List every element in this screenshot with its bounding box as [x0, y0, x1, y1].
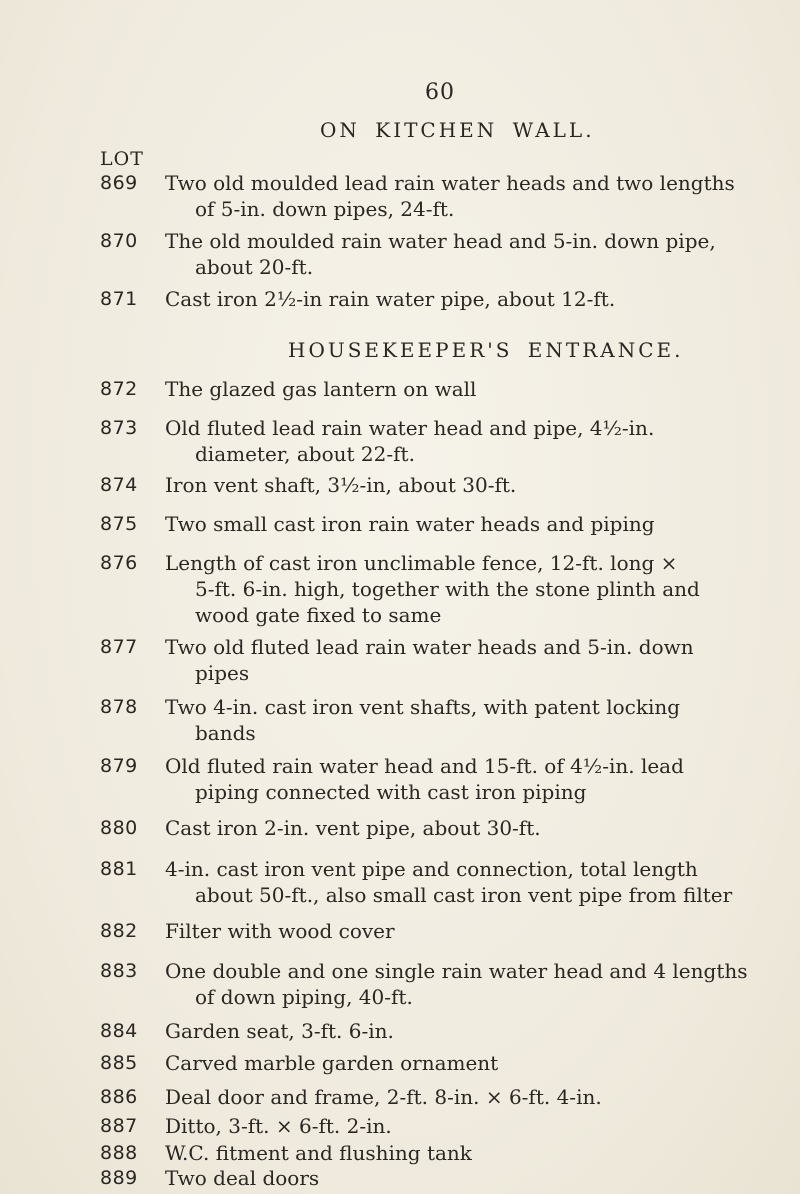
lot-description-line: Old fluted lead rain water head and pipe, 4½-in. — [165, 416, 655, 440]
lot-description — [165, 1113, 780, 1139]
lot-number: 884 — [100, 1020, 138, 1042]
lot-entry — [100, 815, 780, 841]
lot-description — [165, 415, 780, 467]
lot-description-line: piping connected with cast iron piping — [195, 780, 587, 804]
lot-description — [165, 1140, 780, 1166]
lot-description-line: Two old moulded lead rain water heads and two lengths — [165, 171, 735, 195]
lot-entry — [100, 511, 780, 537]
lot-entry — [100, 1018, 780, 1044]
lot-number: 871 — [100, 288, 138, 310]
lot-description-line: Garden seat, 3-ft. 6-in. — [165, 1019, 394, 1043]
lot-entry — [100, 1113, 780, 1139]
lot-description-line: Iron vent shaft, 3½-in, about 30-ft. — [165, 473, 517, 497]
lot-number: 880 — [100, 817, 138, 839]
lot-entry — [100, 694, 780, 746]
lot-entry — [100, 634, 780, 686]
lot-description — [165, 472, 780, 498]
lot-number: 882 — [100, 920, 138, 942]
lot-description — [165, 753, 780, 805]
lot-description-line: Length of cast iron unclimable fence, 12-ft. long × — [165, 551, 678, 575]
lot-description — [165, 918, 780, 944]
lot-description — [165, 1084, 780, 1110]
lot-entry — [100, 376, 780, 402]
lot-description — [165, 511, 780, 537]
lot-description-line: Two 4-in. cast iron vent shafts, with patent locking — [165, 695, 681, 719]
lot-description — [165, 228, 780, 280]
lot-description-line: Carved marble garden ornament — [165, 1051, 499, 1075]
lot-number: 873 — [100, 417, 138, 439]
lot-entry — [100, 958, 780, 1010]
lot-description-line: Filter with wood cover — [165, 919, 395, 943]
lot-entry — [100, 753, 780, 805]
lot-description-line: Deal door and frame, 2-ft. 8-in. × 6-ft. 4-in. — [165, 1085, 602, 1109]
lot-description-line: The old moulded rain water head and 5-in. down pipe, — [165, 229, 716, 253]
lot-description-line: 4-in. cast iron vent pipe and connection, total length — [165, 857, 698, 881]
lot-number: 885 — [100, 1052, 138, 1074]
lot-number: 887 — [100, 1115, 138, 1137]
page-number: 60 — [425, 80, 455, 105]
lot-description-line: The glazed gas lantern on wall — [165, 377, 477, 401]
lot-description-line: Ditto, 3-ft. × 6-ft. 2-in. — [165, 1114, 392, 1138]
lot-description-line: of down piping, 40-ft. — [195, 985, 413, 1009]
lot-description — [165, 1165, 780, 1191]
lot-description-line: of 5-in. down pipes, 24-ft. — [195, 197, 455, 221]
lot-description-line: 5-ft. 6-in. high, together with the stone plinth and — [195, 577, 700, 601]
lot-description — [165, 856, 780, 908]
lot-description — [165, 1050, 780, 1076]
lot-description-line: One double and one single rain water head and 4 lengths — [165, 959, 748, 983]
lot-description-line: Cast iron 2½-in rain water pipe, about 12-ft. — [165, 287, 616, 311]
lot-number: 874 — [100, 474, 138, 496]
lot-number: 877 — [100, 636, 138, 658]
lot-description-line: W.C. fitment and flushing tank — [165, 1141, 472, 1165]
lot-number: 878 — [100, 696, 138, 718]
lot-description — [165, 694, 780, 746]
lot-description-line: Old fluted rain water head and 15-ft. of 4½-in. lead — [165, 754, 684, 778]
lot-number: 888 — [100, 1142, 138, 1164]
lot-number: 869 — [100, 172, 138, 194]
lot-number: 889 — [100, 1167, 138, 1189]
lot-description — [165, 815, 780, 841]
lot-column-header: LOT — [100, 148, 144, 170]
lot-description — [165, 550, 780, 628]
lot-description-line: diameter, about 22-ft. — [195, 442, 415, 466]
section-heading-kitchen-wall: ON KITCHEN WALL. — [320, 118, 595, 142]
lot-description — [165, 1018, 780, 1044]
lot-entry — [100, 1165, 780, 1191]
lot-number: 886 — [100, 1086, 138, 1108]
lot-entry — [100, 1084, 780, 1110]
lot-number: 870 — [100, 230, 138, 252]
lot-number: 883 — [100, 960, 138, 982]
lot-description-line: pipes — [195, 661, 250, 685]
section-heading-housekeepers-entrance: HOUSEKEEPER'S ENTRANCE. — [288, 338, 684, 362]
lot-number: 875 — [100, 513, 138, 535]
lot-entry — [100, 415, 780, 467]
lot-entry — [100, 472, 780, 498]
lot-entry — [100, 1050, 780, 1076]
lot-description — [165, 958, 780, 1010]
lot-description-line: wood gate fixed to same — [195, 603, 442, 627]
lot-description — [165, 170, 780, 222]
lot-number: 879 — [100, 755, 138, 777]
lot-entry — [100, 170, 780, 222]
lot-entry — [100, 856, 780, 908]
lot-description-line: about 20-ft. — [195, 255, 314, 279]
lot-description — [165, 634, 780, 686]
lot-entry — [100, 228, 780, 280]
lot-description — [165, 376, 780, 402]
lot-description-line: Two deal doors — [165, 1166, 320, 1190]
lot-entry — [100, 550, 780, 628]
lot-number: 872 — [100, 378, 138, 400]
lot-description-line: bands — [195, 721, 256, 745]
lot-entry — [100, 1140, 780, 1166]
lot-description-line: about 50-ft., also small cast iron vent pipe from filter — [195, 883, 733, 907]
lot-description-line: Two small cast iron rain water heads and piping — [165, 512, 655, 536]
lot-number: 881 — [100, 858, 138, 880]
lot-description-line: Two old fluted lead rain water heads and 5-in. down — [165, 635, 694, 659]
lot-number: 876 — [100, 552, 138, 574]
lot-entry — [100, 286, 780, 312]
lot-description — [165, 286, 780, 312]
lot-entry — [100, 918, 780, 944]
lot-description-line: Cast iron 2-in. vent pipe, about 30-ft. — [165, 816, 541, 840]
